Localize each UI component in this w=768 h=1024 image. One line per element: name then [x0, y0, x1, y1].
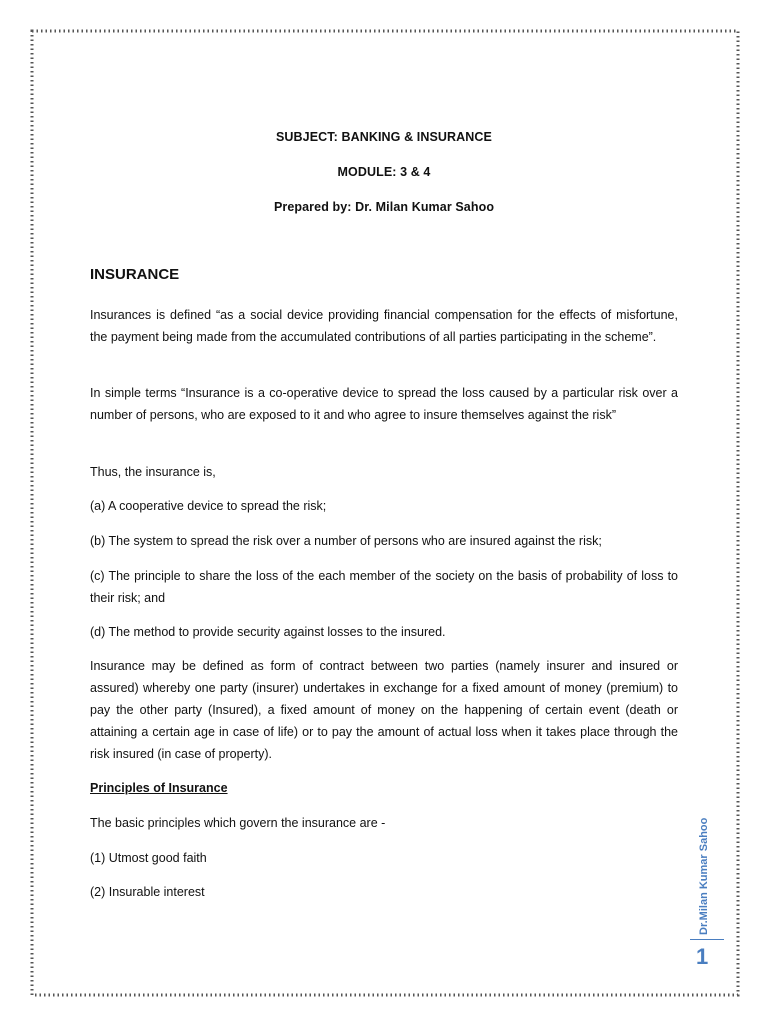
module-line: MODULE: 3 & 4 [337, 165, 431, 179]
subject-line: SUBJECT: BANKING & INSURANCE [275, 130, 492, 144]
section-title: INSURANCE [90, 266, 180, 283]
principles-intro: The basic principles which govern the insurance are - [90, 816, 386, 830]
prepared-by-line: Prepared by: Dr. Milan Kumar Sahoo [273, 200, 495, 214]
list-item-b: (b) The system to spread the risk over a number of persons who are insured against the risk; [90, 534, 602, 548]
list-item-c: (c) The principle to share the loss of the each member of the society on the basis of probability of loss to their risk; and [90, 569, 678, 605]
simple-terms-paragraph: In simple terms “Insurance is a co-operative device to spread the loss caused by a particular risk over a number of persons, who are exposed to it and who agree to insure themselves against the risk” [90, 386, 678, 422]
page-number: 1 [696, 944, 709, 969]
principles-heading: Principles of Insurance [90, 781, 228, 795]
list-item-d: (d) The method to provide security against losses to the insured. [90, 625, 446, 639]
list-item-a: (a) A cooperative device to spread the risk; [90, 499, 327, 513]
thus-line: Thus, the insurance is, [90, 465, 216, 479]
contract-paragraph: Insurance may be defined as form of contract between two parties (namely insurer and insured or assured) whereby one party (insurer) undertakes in exchange for a fixed amount of money (premium) to pay the other party (Insured), a fixed amount of money on the happening of certain event (death or attaining a certain age in case of life) or to pay the amount of actual loss when it takes place through the risk insured (in case of property). [90, 659, 678, 761]
principle-item: (2) Insurable interest [90, 885, 205, 899]
side-author-text: Dr.Milan Kumar Sahoo [698, 817, 710, 935]
page-number-rule [690, 939, 724, 940]
principle-item: (1) Utmost good faith [90, 851, 207, 865]
definition-paragraph: Insurances is defined “as a social device providing financial compensation for the effects of misfortune, the payment being made from the accumulated contributions of all parties participating in the scheme”. [90, 308, 678, 344]
